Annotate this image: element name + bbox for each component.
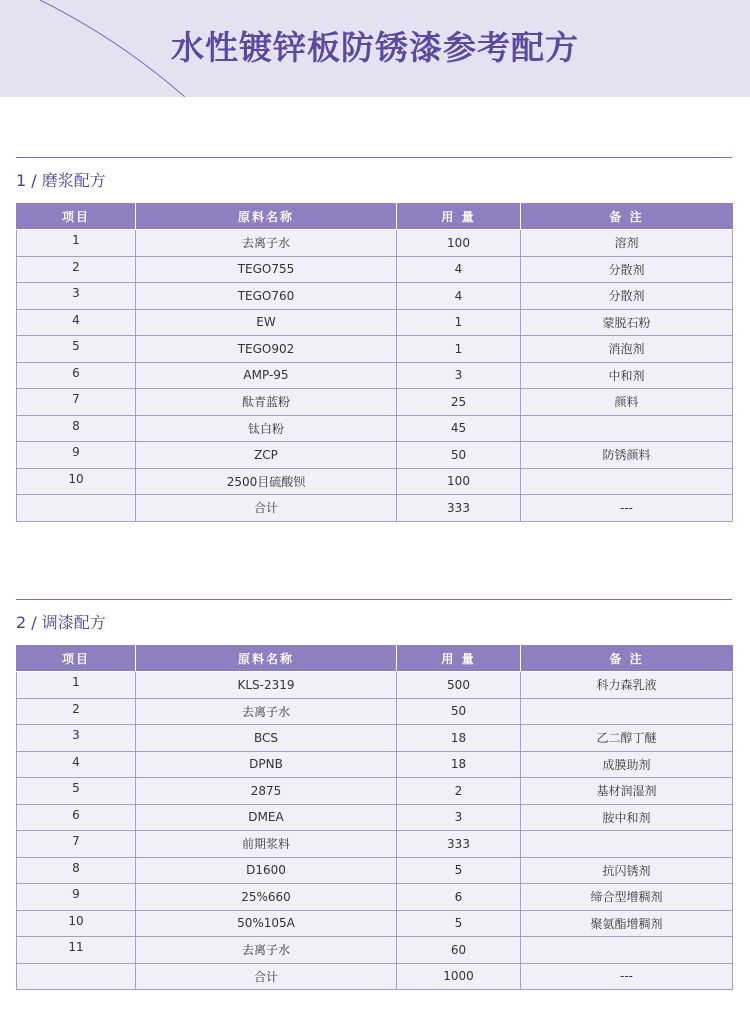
- cell-item: 10: [17, 468, 136, 495]
- cell-material: TEGO760: [136, 283, 397, 310]
- grinding-formula-table: [16, 203, 733, 522]
- cell-item: 2: [17, 698, 136, 725]
- cell-total-amount: 333: [397, 495, 521, 522]
- section-heading: 2 / 调漆配方: [16, 613, 106, 632]
- section-grinding: [16, 157, 732, 191]
- column-header-item: 项目: [17, 645, 136, 672]
- cell-amount: 45: [397, 415, 521, 442]
- cell-amount: 2: [397, 778, 521, 805]
- cell-amount: 3: [397, 362, 521, 389]
- cell-note: 分散剂: [521, 283, 733, 310]
- cell-amount: 4: [397, 283, 521, 310]
- cell-note: 抗闪锈剂: [521, 857, 733, 884]
- section-divider: [16, 157, 732, 158]
- cell-note: 中和剂: [521, 362, 733, 389]
- table-row: [17, 698, 733, 725]
- cell-material: D1600: [136, 857, 397, 884]
- cell-note: 基材润湿剂: [521, 778, 733, 805]
- cell-amount: 4: [397, 256, 521, 283]
- cell-item: 5: [17, 778, 136, 805]
- cell-note: [521, 468, 733, 495]
- table-row: [17, 804, 733, 831]
- table-row: [17, 230, 733, 257]
- cell-item: 4: [17, 751, 136, 778]
- cell-note: [521, 698, 733, 725]
- cell-amount: 100: [397, 468, 521, 495]
- cell-material: DPNB: [136, 751, 397, 778]
- cell-material: 去离子水: [136, 937, 397, 964]
- cell-note: 聚氨酯增稠剂: [521, 910, 733, 937]
- cell-material: BCS: [136, 725, 397, 752]
- cell-amount: 3: [397, 804, 521, 831]
- cell-amount: 18: [397, 751, 521, 778]
- cell-material: 50%105A: [136, 910, 397, 937]
- table-row: [17, 751, 733, 778]
- cell-material: TEGO902: [136, 336, 397, 363]
- table-row: [17, 256, 733, 283]
- cell-amount: 50: [397, 442, 521, 469]
- cell-item: 8: [17, 415, 136, 442]
- table-row: [17, 910, 733, 937]
- table-row: [17, 672, 733, 699]
- cell-item: 8: [17, 857, 136, 884]
- cell-note: 分散剂: [521, 256, 733, 283]
- cell-note: 颜料: [521, 389, 733, 416]
- cell-note: ---: [521, 495, 733, 522]
- cell-item: 9: [17, 442, 136, 469]
- cell-note: [521, 415, 733, 442]
- cell-item: 4: [17, 309, 136, 336]
- cell-total-label: 合计: [136, 495, 397, 522]
- cell-material: 2500目硫酸钡: [136, 468, 397, 495]
- cell-material: 2875: [136, 778, 397, 805]
- column-header-item: 项目: [17, 203, 136, 230]
- cell-item: [17, 963, 136, 990]
- cell-item: 9: [17, 884, 136, 911]
- table-total-row: [17, 963, 733, 990]
- cell-material: 去离子水: [136, 698, 397, 725]
- table-row: [17, 309, 733, 336]
- cell-amount: 18: [397, 725, 521, 752]
- cell-note: 乙二醇丁醚: [521, 725, 733, 752]
- cell-material: 25%660: [136, 884, 397, 911]
- table-row: [17, 336, 733, 363]
- cell-note: 蒙脱石粉: [521, 309, 733, 336]
- table-row: [17, 937, 733, 964]
- cell-note: [521, 937, 733, 964]
- section-divider: [16, 599, 732, 600]
- cell-note: 胺中和剂: [521, 804, 733, 831]
- table-row: [17, 831, 733, 858]
- cell-material: EW: [136, 309, 397, 336]
- cell-item: 7: [17, 831, 136, 858]
- cell-material: KLS-2319: [136, 672, 397, 699]
- cell-material: DMEA: [136, 804, 397, 831]
- cell-amount: 25: [397, 389, 521, 416]
- cell-amount: 5: [397, 857, 521, 884]
- cell-amount: 1: [397, 309, 521, 336]
- table-row: [17, 415, 733, 442]
- cell-item: [17, 495, 136, 522]
- cell-item: 7: [17, 389, 136, 416]
- column-header-note: 备 注: [521, 203, 733, 230]
- section-let-down: [16, 599, 732, 633]
- cell-item: 3: [17, 725, 136, 752]
- table-row: [17, 725, 733, 752]
- let-down-formula-table: [16, 645, 733, 990]
- cell-item: 10: [17, 910, 136, 937]
- cell-note: ---: [521, 963, 733, 990]
- column-header-material: 原料名称: [136, 203, 397, 230]
- cell-item: 6: [17, 804, 136, 831]
- column-header-note: 备 注: [521, 645, 733, 672]
- cell-amount: 100: [397, 230, 521, 257]
- cell-amount: 500: [397, 672, 521, 699]
- cell-amount: 333: [397, 831, 521, 858]
- cell-item: 11: [17, 937, 136, 964]
- cell-total-amount: 1000: [397, 963, 521, 990]
- cell-material: 酞青蓝粉: [136, 389, 397, 416]
- column-header-material: 原料名称: [136, 645, 397, 672]
- cell-material: 钛白粉: [136, 415, 397, 442]
- cell-material: TEGO755: [136, 256, 397, 283]
- cell-note: 科力森乳液: [521, 672, 733, 699]
- cell-item: 5: [17, 336, 136, 363]
- table-row: [17, 389, 733, 416]
- table-total-row: [17, 495, 733, 522]
- table-row: [17, 778, 733, 805]
- cell-amount: 1: [397, 336, 521, 363]
- page-title: 水性镀锌板防锈漆参考配方: [171, 28, 579, 67]
- table-header-row: [17, 645, 733, 672]
- table-row: [17, 283, 733, 310]
- cell-amount: 6: [397, 884, 521, 911]
- cell-item: 6: [17, 362, 136, 389]
- cell-material: ZCP: [136, 442, 397, 469]
- table-row: [17, 857, 733, 884]
- cell-amount: 5: [397, 910, 521, 937]
- column-header-amount: 用 量: [397, 645, 521, 672]
- title-banner: [0, 0, 750, 97]
- table-header-row: [17, 203, 733, 230]
- cell-note: 消泡剂: [521, 336, 733, 363]
- cell-item: 2: [17, 256, 136, 283]
- cell-material: 去离子水: [136, 230, 397, 257]
- cell-total-label: 合计: [136, 963, 397, 990]
- section-heading: 1 / 磨浆配方: [16, 171, 106, 190]
- cell-note: 成膜助剂: [521, 751, 733, 778]
- table-row: [17, 362, 733, 389]
- cell-material: 前期浆料: [136, 831, 397, 858]
- cell-item: 1: [17, 230, 136, 257]
- cell-note: 溶剂: [521, 230, 733, 257]
- cell-amount: 50: [397, 698, 521, 725]
- table-row: [17, 442, 733, 469]
- cell-note: 缔合型增稠剂: [521, 884, 733, 911]
- cell-material: AMP-95: [136, 362, 397, 389]
- cell-note: [521, 831, 733, 858]
- column-header-amount: 用 量: [397, 203, 521, 230]
- cell-note: 防锈颜料: [521, 442, 733, 469]
- cell-item: 1: [17, 672, 136, 699]
- cell-amount: 60: [397, 937, 521, 964]
- table-row: [17, 884, 733, 911]
- table-row: [17, 468, 733, 495]
- cell-item: 3: [17, 283, 136, 310]
